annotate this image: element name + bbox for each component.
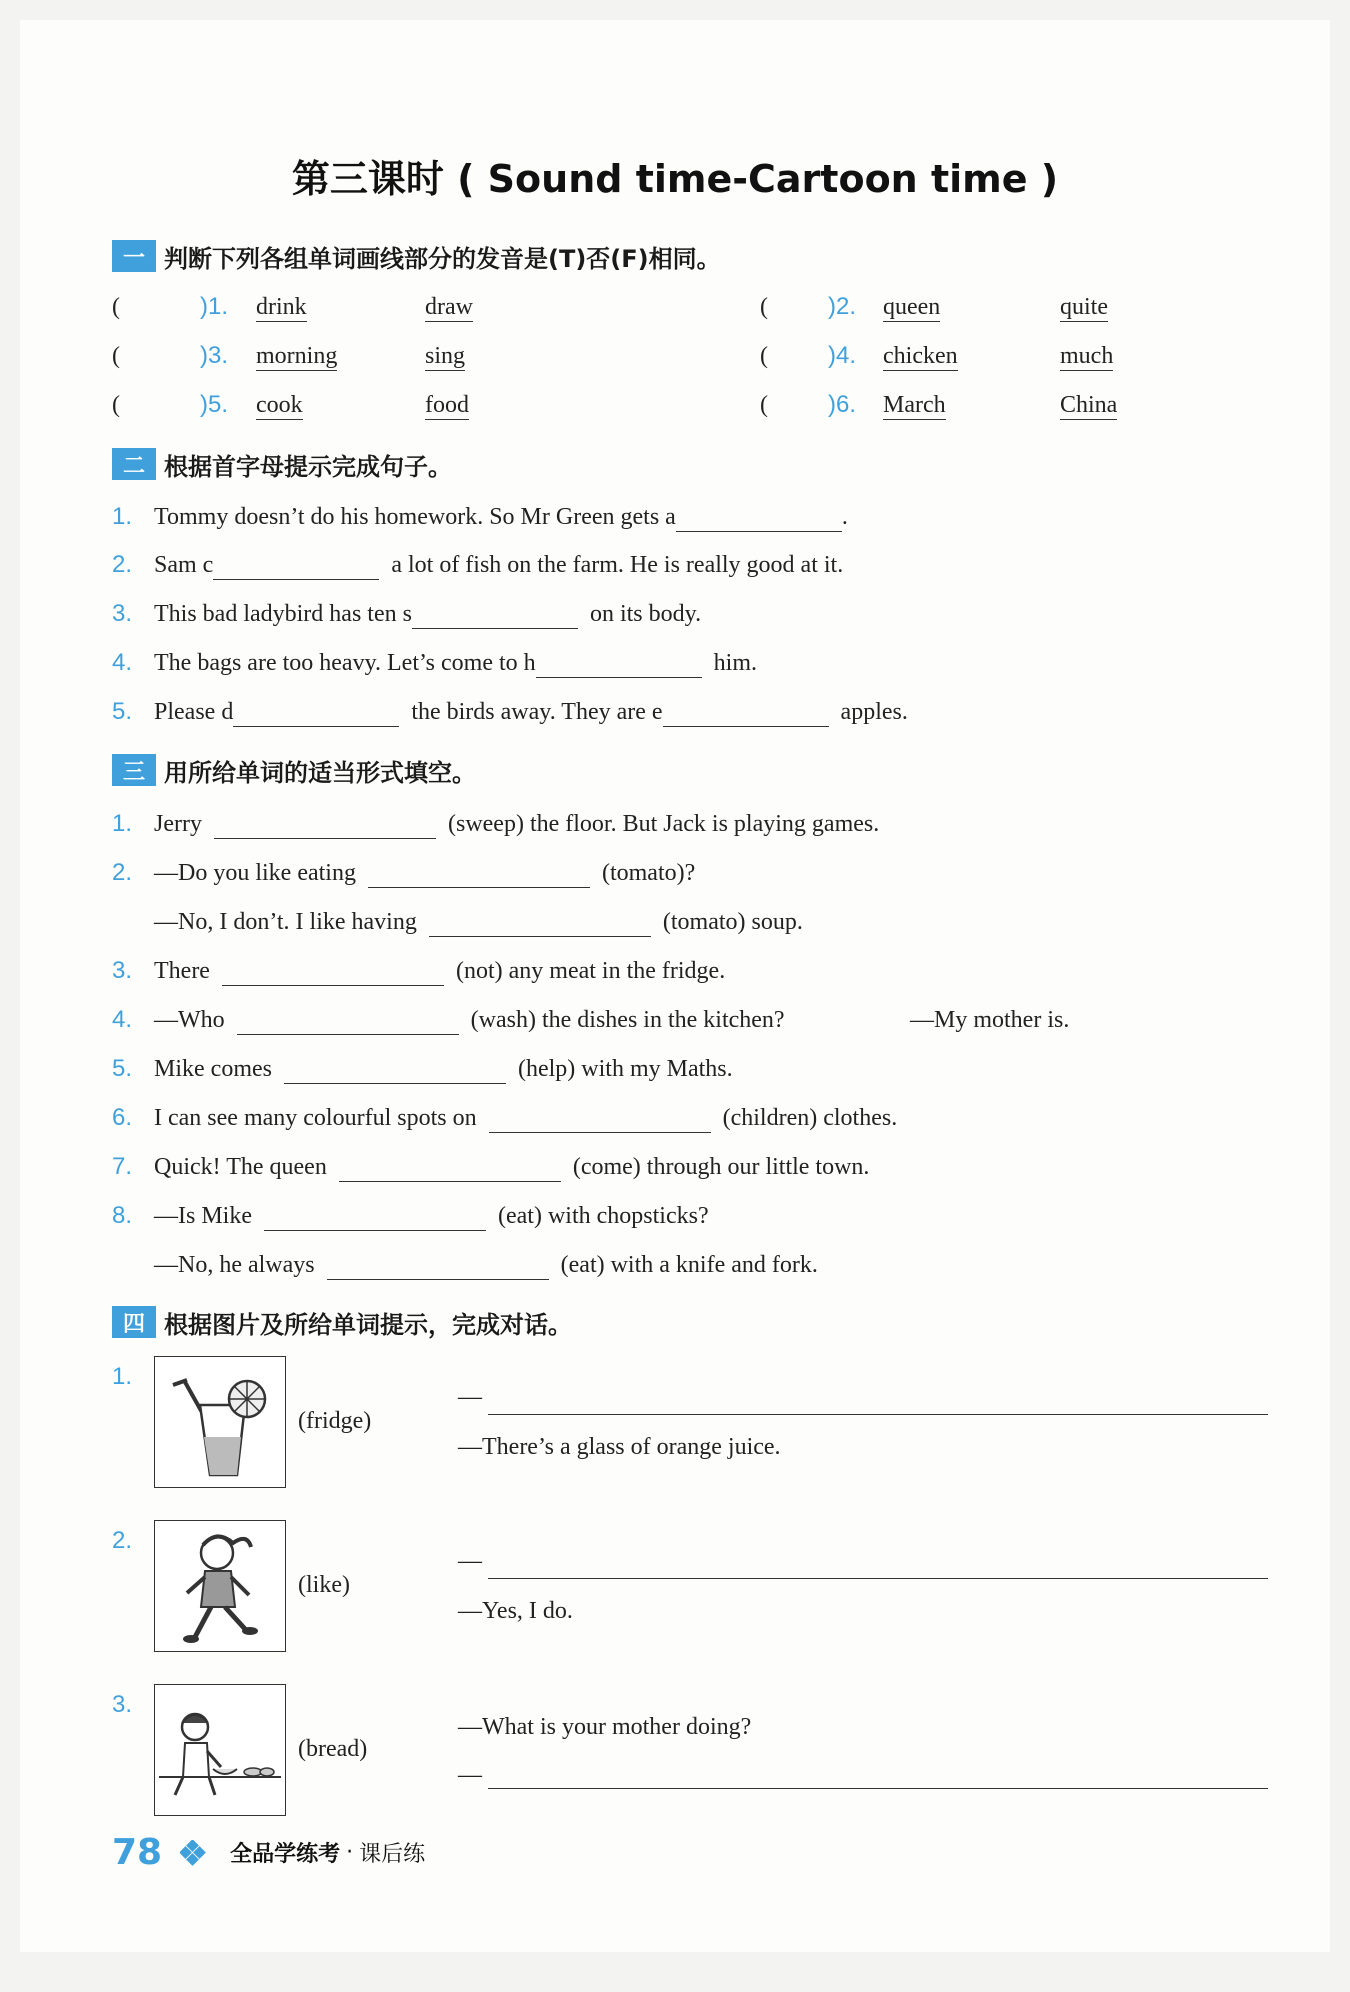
- sentence-part: This bad ladybird has ten s: [154, 601, 412, 627]
- page-footer: [112, 1832, 425, 1873]
- fill-blank[interactable]: [412, 604, 578, 629]
- answer-reply: —My mother is.: [910, 1007, 1070, 1033]
- item-number: )1.: [200, 293, 229, 320]
- section-title: 根据图片及所给单词提示，完成对话。: [164, 1310, 572, 1339]
- sentence-part: (children) clothes.: [722, 1105, 898, 1131]
- dialogue-reply: —Yes, I do.: [458, 1598, 573, 1624]
- answer-line[interactable]: [488, 1578, 1268, 1579]
- answer-paren[interactable]: (: [112, 294, 120, 320]
- section-title: 判断下列各组单词画线部分的发音是(T)否(F)相同。: [164, 244, 721, 273]
- word-hint: (fridge): [298, 1408, 372, 1434]
- word: draw: [425, 294, 473, 320]
- word: drink: [256, 294, 307, 320]
- section-badge: 二: [112, 448, 156, 480]
- fill-blank[interactable]: [339, 1157, 561, 1182]
- item-number: 2.: [112, 859, 133, 886]
- dialogue-dash: —: [458, 1384, 482, 1410]
- item-number: 5.: [112, 1055, 133, 1082]
- book-name: 全品学练考: [230, 1842, 341, 1867]
- sentence-part: Quick! The queen: [154, 1154, 327, 1180]
- item-number: )2.: [828, 293, 857, 320]
- book-subtitle: 课后练: [359, 1842, 426, 1867]
- word: chicken: [883, 343, 958, 369]
- sentence-part: apples.: [840, 699, 908, 725]
- word: China: [1060, 392, 1118, 418]
- word: quite: [1060, 294, 1108, 320]
- sentence-part: (eat) with chopsticks?: [498, 1203, 709, 1229]
- dialogue-dash: —: [458, 1762, 482, 1788]
- item-number: 3.: [112, 957, 133, 984]
- word: cook: [256, 392, 303, 418]
- footer-dot: ·: [346, 1840, 354, 1865]
- word: morning: [256, 343, 338, 369]
- sentence-part: .: [841, 504, 848, 530]
- sentence-part: —No, he always: [154, 1252, 315, 1278]
- sentence-part: (sweep) the floor. But Jack is playing games.: [447, 811, 880, 837]
- fill-blank[interactable]: [663, 702, 829, 727]
- sentence-part: —Is Mike: [154, 1203, 252, 1229]
- section-4-header: [112, 1302, 572, 1342]
- sentence-part: Jerry: [154, 811, 202, 837]
- sentence-part: (wash) the dishes in the kitchen?: [470, 1007, 785, 1033]
- answer-paren[interactable]: (: [760, 294, 768, 320]
- fill-blank[interactable]: [214, 814, 436, 839]
- fill-blank[interactable]: [368, 863, 590, 888]
- sentence-part: —Who: [154, 1007, 225, 1033]
- sentence-part: The bags are too heavy. Let’s come to h: [154, 650, 536, 676]
- answer-line[interactable]: [488, 1788, 1268, 1789]
- section-1-header: [112, 236, 721, 276]
- sentence-part: (help) with my Maths.: [517, 1056, 733, 1082]
- sentence-part: Sam c: [154, 552, 214, 578]
- item-number: 2.: [112, 551, 133, 578]
- sentence-part: I can see many colourful spots on: [154, 1105, 477, 1131]
- item-number: 6.: [112, 1104, 133, 1131]
- item-number: 3.: [112, 600, 133, 627]
- item-number: 4.: [112, 1006, 133, 1033]
- word-hint: (like): [298, 1572, 350, 1598]
- answer-paren[interactable]: (: [760, 343, 768, 369]
- word: sing: [425, 343, 466, 369]
- dialogue-dash: —: [458, 1548, 482, 1574]
- sentence-part: on its body.: [589, 601, 702, 627]
- item-number: 8.: [112, 1202, 133, 1229]
- page-title: 第三课时 ( Sound time-Cartoon time ): [291, 157, 1059, 201]
- fill-blank[interactable]: [676, 507, 842, 532]
- diamond-icon: [180, 1840, 206, 1866]
- item-number: 1.: [112, 810, 133, 837]
- item-number: )4.: [828, 342, 857, 369]
- item-number: 7.: [112, 1153, 133, 1180]
- word: much: [1060, 343, 1114, 369]
- page-number: 78: [112, 1832, 163, 1873]
- answer-paren[interactable]: (: [760, 392, 768, 418]
- sentence-part: (not) any meat in the fridge.: [455, 958, 726, 984]
- dialogue-reply: —There’s a glass of orange juice.: [458, 1434, 781, 1460]
- item-number: 5.: [112, 698, 133, 725]
- fill-blank[interactable]: [327, 1255, 549, 1280]
- sentence-part: Mike comes: [154, 1056, 272, 1082]
- dialogue-prompt: —What is your mother doing?: [458, 1714, 752, 1740]
- sentence-part: (come) through our little town.: [572, 1154, 870, 1180]
- sentence-part: (tomato)?: [601, 860, 696, 886]
- section-title: 用所给单词的适当形式填空。: [164, 758, 476, 787]
- worksheet-page: 第三课时 ( Sound time-Cartoon time ) 一 判断下列各组单词画线部分的发音是(T)否(F)相同。 ( )1. drink draw ( )2. queen quite ( )3. morning sing ( )4. chicken much ( )5. cook food ( )6. March China 二 根据首字母提示完成句子。 1. Tommy doesn’t do his homework. So Mr Green gets a . 2. Sam c a lot of fish on the farm. He is really good at it. 3. This bad ladybird has ten s on its body. 4. The bags are too heavy. Let’s come to h him. 5. Please d the birds away. They are e apples. 三 用所给单词的适当形式填空。 1. Jerry (sweep) the floor. But Jack is playing games. 2. —Do you like eating (tomato)? —No, I don’t. I like having (tomato) soup. 3. There (not) any meat in the fridge. 4. —Who (wash) the dishes in the kitchen? —My mother is. 5. Mike comes (help) with my Maths. 6. I can see many colourful spots on (children) clothes. 7. Quick! The queen (come) through our little town. 8. —Is Mike (eat) with chopsticks? —No, he always (eat) with a knife and fork. 四 根据图片及所给单词提示，完成对话。 1. (fridge) — —There’s a glass of orange juice. 2. (like) — —Yes, I do. 3. (bread) —What is your mother doing? — 78 全品学练考 · 课后练: [20, 20, 1330, 1952]
- answer-line[interactable]: [488, 1414, 1268, 1415]
- word: food: [425, 392, 469, 418]
- word: March: [883, 392, 946, 418]
- sentence-part: Please d: [154, 699, 234, 725]
- item-number: )5.: [200, 391, 229, 418]
- section-badge: 一: [112, 240, 156, 272]
- section-title: 根据首字母提示完成句子。: [164, 452, 452, 481]
- fill-blank[interactable]: [233, 702, 399, 727]
- word: queen: [883, 294, 941, 320]
- sentence-part: Tommy doesn’t do his homework. So Mr Green gets a: [154, 504, 676, 530]
- sentence-part: There: [154, 958, 210, 984]
- fill-blank[interactable]: [213, 555, 379, 580]
- sentence-part: him.: [713, 650, 757, 676]
- fill-blank[interactable]: [264, 1206, 486, 1231]
- section-2-header: [112, 444, 452, 484]
- girl-running-icon: [154, 1520, 286, 1652]
- fill-blank[interactable]: [536, 653, 702, 678]
- answer-paren[interactable]: (: [112, 343, 120, 369]
- sentence-part: (tomato) soup.: [662, 909, 803, 935]
- sentence-part: a lot of fish on the farm. He is really good at it.: [391, 552, 844, 578]
- item-number: )6.: [828, 391, 857, 418]
- sentence-part: the birds away. They are e: [411, 699, 663, 725]
- item-number: )3.: [200, 342, 229, 369]
- sentence-part: (eat) with a knife and fork.: [560, 1252, 818, 1278]
- answer-paren[interactable]: (: [112, 392, 120, 418]
- sentence-part: —Do you like eating: [154, 860, 356, 886]
- word-hint: (bread): [298, 1736, 368, 1762]
- sentence-part: —No, I don’t. I like having: [154, 909, 417, 935]
- item-number: 4.: [112, 649, 133, 676]
- item-number: 1.: [112, 503, 133, 530]
- fill-blank[interactable]: [237, 1010, 459, 1035]
- section-badge: 四: [112, 1306, 156, 1338]
- fill-blank[interactable]: [429, 912, 651, 937]
- section-3-header: [112, 750, 476, 790]
- section-badge: 三: [112, 754, 156, 786]
- fill-blank[interactable]: [284, 1059, 506, 1084]
- fill-blank[interactable]: [489, 1108, 711, 1133]
- fill-blank[interactable]: [222, 961, 444, 986]
- woman-making-bread-icon: [154, 1684, 286, 1816]
- orange-juice-glass-icon: [154, 1356, 286, 1488]
